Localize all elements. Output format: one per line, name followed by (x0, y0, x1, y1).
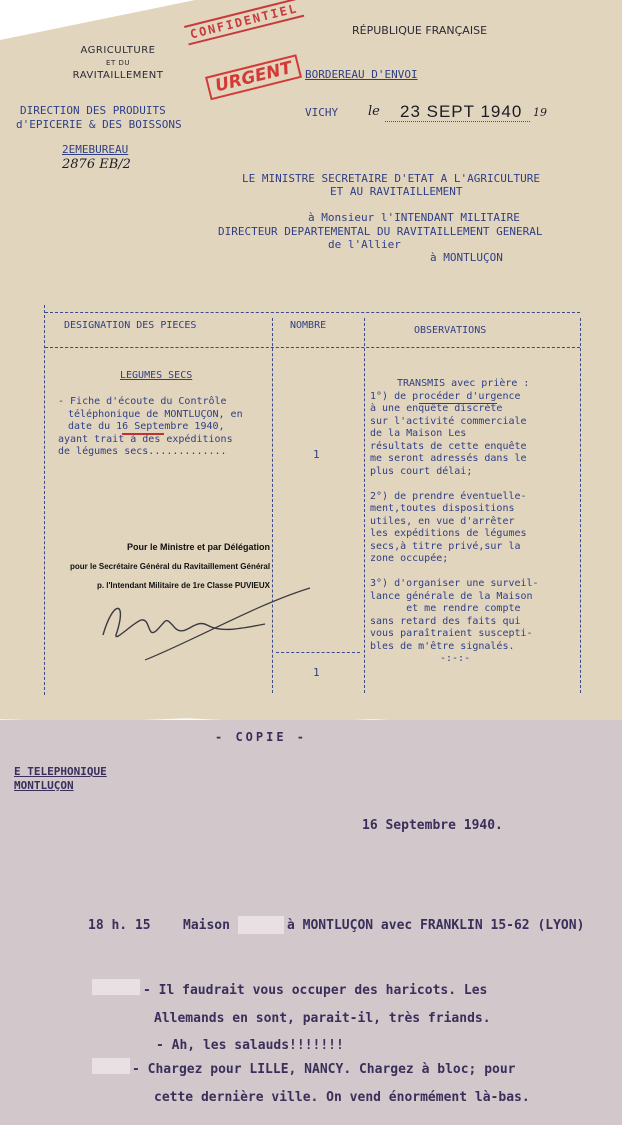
signature-line: pour le Secrétaire Général du Ravitaillement Général (70, 562, 271, 571)
bureau-label: 2EMEBUREAU (62, 143, 129, 156)
recipient-line3: de l'Allier (328, 238, 401, 251)
observation-line: utiles, en vue d'arrêter (370, 515, 515, 527)
observation-line: 3°) d'organiser une surveil- (370, 578, 539, 589)
observation-line: résultats de cette enquête (370, 440, 527, 452)
date-dotted-line (385, 121, 530, 122)
confidential-stamp: CONFIDENTIEL (184, 0, 304, 45)
ministry-name-line2: ET DU (106, 59, 130, 67)
observation-line: secs,à titre privé,sur la (370, 540, 521, 552)
designation-line: téléphonique de MONTLUÇON, en (68, 408, 243, 420)
copy-source-line2: MONTLUÇON (14, 779, 74, 792)
sender-line2: ET AU RAVITAILLEMENT (330, 185, 463, 198)
ministry-name-line3: RAVITAILLEMENT (72, 70, 164, 81)
table-left-border (44, 305, 45, 695)
number-value: 1 (313, 448, 320, 461)
redacted-speaker (92, 979, 140, 995)
observation-line: à une enquête discrète (370, 403, 503, 414)
date-prefix: le (368, 104, 380, 119)
dispatch-date: 23 SEPT 1940 (400, 102, 523, 121)
header-observations: OBSERVATIONS (414, 325, 487, 336)
call-maison: Maison (183, 918, 230, 933)
observation-line: -:-:- (440, 653, 471, 664)
handwritten-signature (95, 580, 325, 670)
observation-line: vous paraîtraient suscepti- (370, 628, 533, 639)
direction-line1: DIRECTION DES PRODUITS (20, 104, 166, 117)
signature-line: p. l'Intendant Militaire de 1re Classe PUVIEUX (96, 581, 270, 590)
form-title: BORDEREAU D'ENVOI (305, 68, 418, 81)
observation-line: lance générale de la Maison (370, 590, 533, 602)
observation-line: 2°) de prendre éventuelle- (370, 490, 527, 502)
observation-line: TRANSMIS avec prière : (397, 378, 530, 389)
call-time: 18 h. 15 (88, 918, 151, 933)
designation-text (58, 396, 243, 459)
header-number: NOMBRE (290, 320, 327, 331)
observation-line: me seront adressés dans le (370, 453, 527, 464)
recipient-line2: DIRECTEUR DEPARTEMENTAL DU RAVITAILLEMENT GENERAL (218, 225, 543, 238)
observation-line: zone occupée; (370, 553, 449, 564)
observation-line (370, 566, 539, 579)
table-right-border (580, 318, 581, 693)
direction-line2: d'EPICERIE & DES BOISSONS (16, 118, 182, 131)
designation-line: ayant trait à des expéditions (58, 433, 233, 445)
signature-line: Pour le Ministre et par Délégation (126, 542, 270, 552)
table-column-divider-2 (364, 318, 365, 693)
total-value: 1 (313, 666, 320, 679)
observation-line: 1°) de procéder d'urgence (370, 390, 521, 402)
copy-sheet (0, 720, 622, 1125)
designation-line: de légumes secs............. (58, 446, 227, 457)
ministry-name-line1: AGRICULTURE (80, 45, 156, 56)
observation-line: plus court délai; (370, 465, 473, 477)
observations-text (370, 378, 539, 666)
redacted-speaker (92, 1058, 130, 1074)
observation-line: et me rendre compte (370, 603, 521, 614)
section-title: LEGUMES SECS (120, 370, 193, 381)
recipient-line4: à MONTLUÇON (430, 251, 503, 264)
table-top-border (45, 312, 580, 313)
designation-line: - Fiche d'écoute du Contrôle (58, 396, 227, 407)
header-designation: DESIGNATION DES PIECES (64, 320, 197, 331)
republic-header: RÉPUBLIQUE FRANÇAISE (352, 24, 488, 37)
dialogue-line: Allemands en sont, parait-il, très friands. (154, 1011, 491, 1026)
copy-date: 16 Septembre 1940. (362, 818, 503, 833)
call-details: à MONTLUÇON avec FRANKLIN 15-62 (LYON) (287, 918, 585, 933)
urgent-stamp: URGENT (205, 54, 302, 100)
copy-title: - COPIE - (215, 730, 308, 744)
city: VICHY (305, 106, 339, 119)
observation-line: de la Maison Les (370, 428, 467, 439)
enquete-underline (419, 403, 497, 404)
copy-source-line1: E TELEPHONIQUE (14, 765, 107, 778)
year-suffix: 19 (533, 106, 547, 119)
dialogue-line: - Ah, les salauds!!!!!!! (156, 1038, 344, 1053)
redacted-name (238, 916, 284, 934)
observation-line: sans retard des faits qui (370, 615, 521, 627)
designation-line: date du 16 Septembre 1940, (68, 421, 225, 432)
observation-line: les expéditions de légumes (370, 528, 527, 539)
table-header-border (45, 347, 580, 348)
folded-corner (0, 0, 195, 40)
observation-line: ment,toutes dispositions (370, 503, 515, 514)
observation-line: bles de m'être signalés. (370, 640, 515, 652)
dialogue-line: cette dernière ville. On vend énormément là-bas. (154, 1090, 530, 1105)
observation-line (370, 478, 539, 491)
sender-line1: LE MINISTRE SECRETAIRE D'ETAT A L'AGRICULTURE (242, 172, 541, 185)
observation-line: sur l'activité commerciale (370, 415, 527, 427)
recipient-line1: à Monsieur l'INTENDANT MILITAIRE (308, 211, 520, 224)
dialogue-line: - Il faudrait vous occuper des haricots. Les (143, 983, 488, 998)
reference-number: 2876 EB/2 (62, 157, 131, 172)
dialogue-line: - Chargez pour LILLE, NANCY. Chargez à bloc; pour (132, 1062, 516, 1077)
red-underline (122, 433, 164, 435)
